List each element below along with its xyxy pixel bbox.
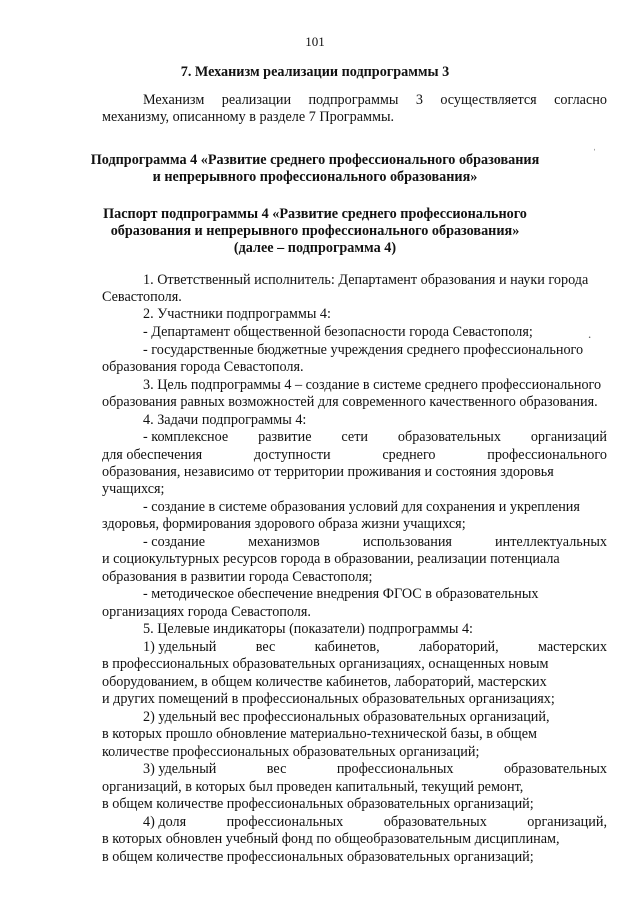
word: организаций: [530, 429, 607, 445]
word: организаций,: [527, 814, 607, 830]
scan-mark: .: [588, 326, 592, 341]
word: профессионального: [487, 447, 607, 463]
page-number: 101: [305, 34, 325, 49]
item4-task1-line-1: [143, 429, 607, 446]
word: доступности: [253, 447, 331, 463]
word: профессиональных: [226, 814, 344, 830]
item4-task2-line-2: здоровья, формирования здорового образа жизни учащихся;: [102, 516, 466, 532]
word: Механизм: [143, 92, 205, 108]
word: 4) доля: [143, 814, 187, 830]
item4-task1-line-2: [102, 447, 607, 464]
passport-title-line-3: (далее – подпрограмма 4): [233, 240, 397, 256]
item3-line-1: 3. Цель подпрограммы 4 – создание в системе среднего профессионального: [143, 377, 602, 393]
item4-task3-line-3: образования в развитии города Севастополя;: [102, 569, 373, 585]
word: 3) удельный: [143, 761, 217, 777]
subprogram-title-line-2: и непрерывного профессионального образования»: [152, 169, 478, 185]
item4-task1-line-3: образования, независимо от территории проживания и состояния здоровья: [102, 464, 554, 480]
item4-task4-line-1: - методическое обеспечение внедрения ФГОС в образовательных: [143, 586, 539, 602]
word: - комплексное: [143, 429, 229, 445]
subprogram-title-line-1: Подпрограмма 4 «Развитие среднего профессионального образования: [90, 152, 540, 168]
word: подпрограммы: [308, 92, 399, 108]
word: образовательных: [383, 814, 487, 830]
item1-line-2: Севастополя.: [102, 289, 182, 305]
word: профессиональных: [336, 761, 454, 777]
item5-ind4-line-2: в которых обновлен учебный фонд по общеобразовательным дисциплинам,: [102, 831, 560, 847]
word: 3: [415, 92, 423, 108]
item5-ind4-line-1: [143, 814, 607, 831]
word: сети: [341, 429, 368, 445]
intro-line-1: [143, 92, 607, 109]
intro-line-2: механизму, описанному в разделе 7 Программы.: [102, 109, 395, 125]
item5-ind1-line-2: в профессиональных образовательных организациях, оснащенных новым: [102, 656, 549, 672]
item3-line-2: образования равных возможностей для современного качественного образования.: [102, 394, 598, 410]
word: использования: [362, 534, 452, 550]
item4-task4-line-2: организациях города Севастополя.: [102, 604, 311, 620]
item2-title: 2. Участники подпрограммы 4:: [143, 306, 331, 322]
item5-ind3-line-3: в общем количестве профессиональных образовательных организаций;: [102, 796, 534, 812]
word: образовательных: [503, 761, 607, 777]
item4-task3-line-1: [143, 534, 607, 551]
word: согласно: [554, 92, 607, 108]
item5-ind3-line-1: [143, 761, 607, 778]
item2-bullet-1: - Департамент общественной безопасности города Севастополя;: [143, 324, 533, 340]
word: кабинетов,: [314, 639, 380, 655]
item5-ind4-line-3: в общем количестве профессиональных образовательных организаций;: [102, 849, 534, 865]
word: развитие: [258, 429, 312, 445]
item5-ind2-line-1: 2) удельный вес профессиональных образовательных организаций,: [143, 709, 550, 725]
item5-ind3-line-2: организаций, в которых был проведен капитальный, текущий ремонт,: [102, 779, 524, 795]
word: вес: [266, 761, 287, 777]
item2-bullet-2-line-2: образования города Севастополя.: [102, 359, 304, 375]
word: мастерских: [538, 639, 607, 655]
word: 1) удельный: [143, 639, 217, 655]
item5-ind2-line-2: в которых прошло обновление материально-технической базы, в общем: [102, 726, 537, 742]
item4-task2-line-1: - создание в системе образования условий для сохранения и укрепления: [143, 499, 580, 515]
item5-ind2-line-3: количестве профессиональных образовательных организаций;: [102, 744, 480, 760]
item5-ind1-line-3: оборудованием, в общем количестве кабинетов, лабораторий, мастерских: [102, 674, 547, 690]
item2-bullet-2-line-1: - государственные бюджетные учреждения среднего профессионального: [143, 342, 584, 358]
item5-ind1-line-4: и других помещений в профессиональных образовательных организациях;: [102, 691, 555, 707]
item4-task3-line-2: и социокультурных ресурсов города в образовании, реализации потенциала: [102, 551, 560, 567]
word: среднего: [382, 447, 436, 463]
scan-mark: ˌ: [593, 140, 597, 151]
word: механизмов: [248, 534, 320, 550]
word: интеллектуальных: [495, 534, 607, 550]
word: - создание: [143, 534, 206, 550]
word: реализации: [221, 92, 292, 108]
word: для обеспечения: [102, 447, 203, 463]
word: осуществляется: [440, 92, 537, 108]
passport-title-line-1: Паспорт подпрограммы 4 «Развитие среднего профессионального: [103, 206, 527, 222]
item5-ind1-line-1: [143, 639, 607, 656]
item4-task1-line-4: учащихся;: [102, 481, 165, 497]
item5-title: 5. Целевые индикаторы (показатели) подпрограммы 4:: [143, 621, 473, 637]
item4-title: 4. Задачи подпрограммы 4:: [143, 412, 307, 428]
word: вес: [255, 639, 276, 655]
section-heading: 7. Механизм реализации подпрограммы 3: [180, 64, 450, 80]
word: образовательных: [397, 429, 501, 445]
passport-title-line-2: образования и непрерывного профессионального образования»: [110, 223, 520, 239]
item1-line-1: 1. Ответственный исполнитель: Департамент образования и науки города: [143, 272, 589, 288]
word: лабораторий,: [419, 639, 499, 655]
